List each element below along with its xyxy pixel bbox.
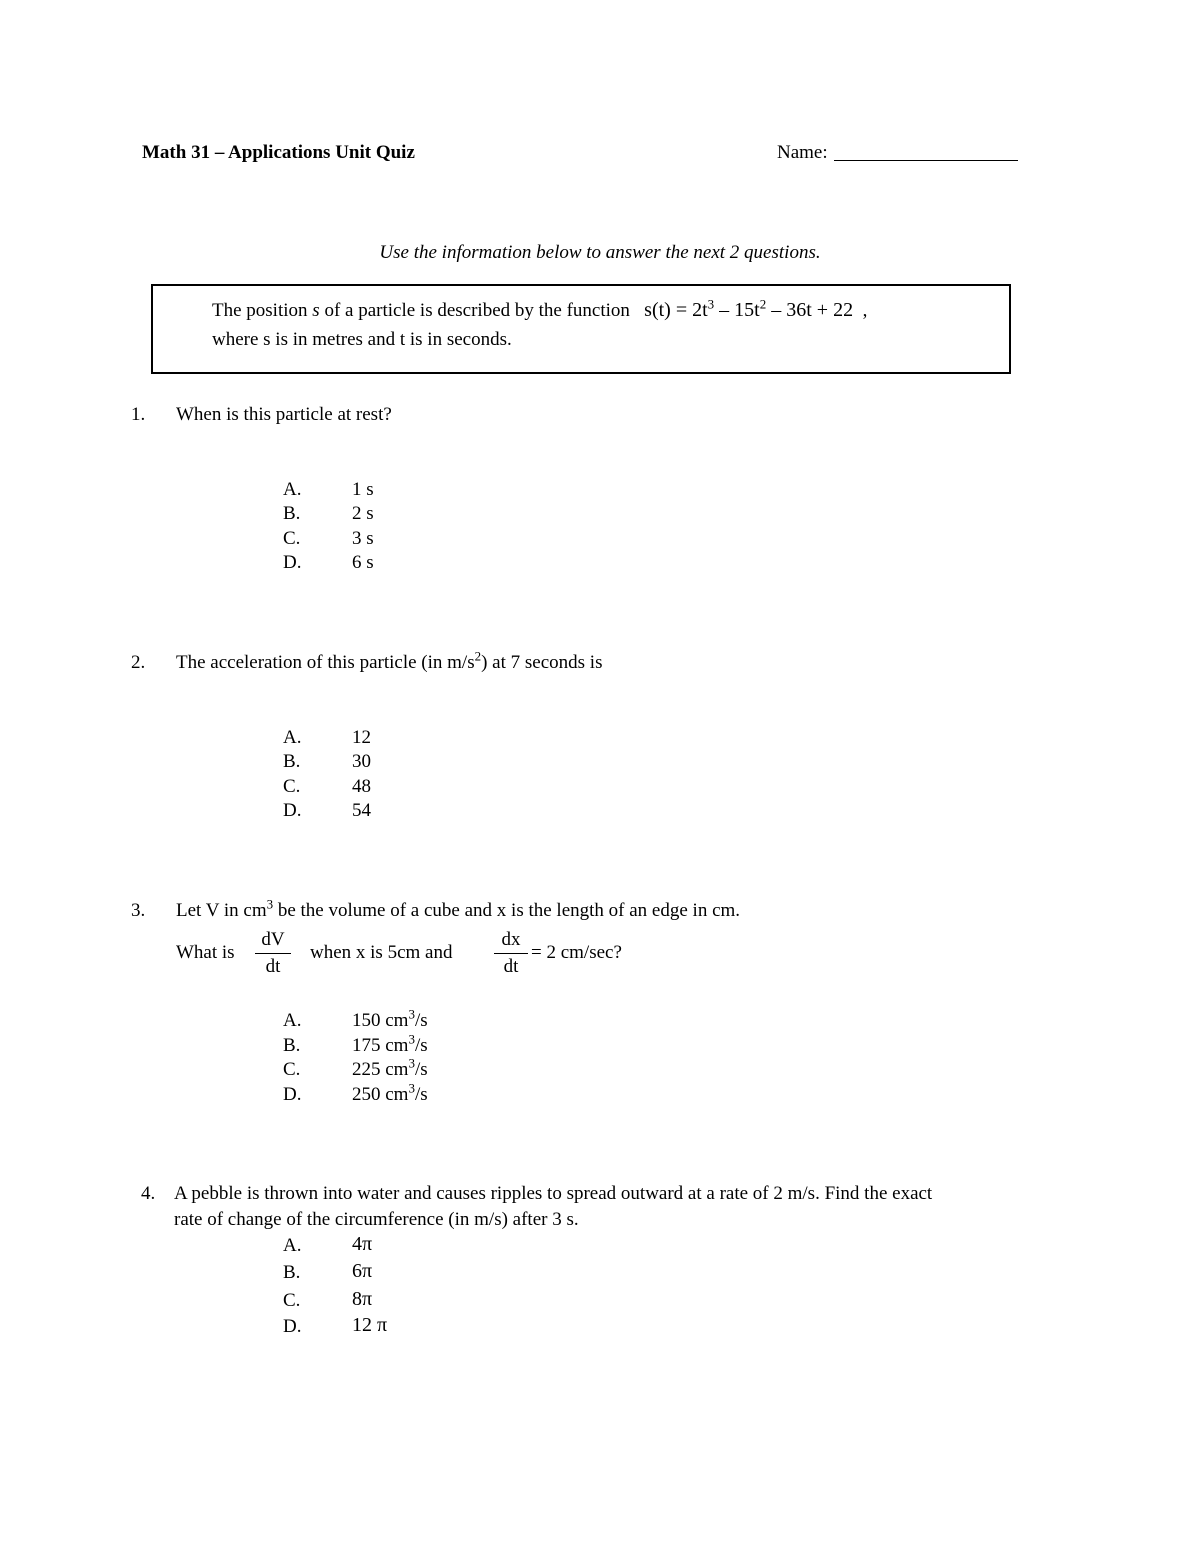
question-1-number: 1. — [131, 404, 146, 425]
q3-option-letter: B. — [283, 1035, 301, 1056]
q1-option-letter: A. — [283, 479, 302, 500]
q2-option-value: 48 — [352, 776, 371, 797]
q4-option-letter: D. — [283, 1316, 302, 1337]
fraction-dx-dt: dx dt — [494, 929, 528, 978]
info-box-line-1 — [212, 296, 868, 322]
q3-option-letter: C. — [283, 1059, 301, 1080]
quiz-title: Math 31 – Applications Unit Quiz — [142, 142, 415, 163]
q1-option-letter: D. — [283, 552, 302, 573]
q1-option-value: 1 s — [352, 479, 374, 500]
q1-option-value: 6 s — [352, 552, 374, 573]
question-4-text-line-2: rate of change of the circumference (in m/s) after 3 s. — [174, 1209, 579, 1230]
q3-option-letter: A. — [283, 1010, 302, 1031]
q4-option-value: 6π — [352, 1260, 373, 1282]
q4-option-letter: B. — [283, 1262, 301, 1283]
q4-option-value: 8π — [352, 1288, 373, 1310]
q2-option-value: 30 — [352, 751, 371, 772]
q4-option-value: 4π — [352, 1233, 373, 1255]
name-blank-line — [834, 160, 1018, 161]
question-2-text: The acceleration of this particle (in $m/s^2$) at 7 seconds is — [176, 648, 603, 673]
q2-option-letter: B. — [283, 751, 301, 772]
question-3-what-is: What is — [176, 942, 235, 963]
question-3-rate-text: = 2 cm/sec? — [531, 942, 622, 963]
q2-option-letter: C. — [283, 776, 301, 797]
q1-option-value: 2 s — [352, 503, 374, 524]
q2-option-letter: D. — [283, 800, 302, 821]
instruction-text: Use the information below to answer the next 2 questions. — [379, 242, 821, 263]
q2-option-value: 54 — [352, 800, 371, 821]
q1-option-letter: B. — [283, 503, 301, 524]
info-text: of a particle is described by the function — [324, 300, 630, 321]
question-1-text: When is this particle at rest? — [176, 404, 392, 425]
info-text: The position — [212, 300, 308, 321]
position-function: $s(t) = 2t^3 - 15t^2 - 36t + 22$ — [644, 296, 854, 321]
info-comma: , — [862, 300, 868, 321]
q1-option-letter: C. — [283, 528, 301, 549]
question-3-when-text: when x is 5cm and — [310, 942, 453, 963]
q3-option-value: 150 $cm^3/s$ — [352, 1006, 428, 1031]
name-label: Name: — [777, 142, 828, 163]
info-variable: s — [312, 300, 320, 321]
q1-option-value: 3 s — [352, 528, 374, 549]
fraction-dv-dt: dV dt — [255, 929, 291, 978]
q2-option-value: 12 — [352, 727, 371, 748]
q4-option-letter: A. — [283, 1235, 302, 1256]
q2-option-letter: A. — [283, 727, 302, 748]
q3-option-value: 225 $cm^3/s$ — [352, 1055, 428, 1080]
q3-option-value: 175 $cm^3/s$ — [352, 1031, 428, 1056]
q4-option-letter: C. — [283, 1290, 301, 1311]
question-4-text-line-1: A pebble is thrown into water and causes ripples to spread outward at a rate of 2 m/s. Find the exact — [174, 1183, 933, 1204]
question-4-number: 4. — [141, 1183, 156, 1204]
info-box-line-2: where s is in metres and t is in seconds. — [212, 329, 512, 350]
q3-option-value: 250 $cm^3/s$ — [352, 1080, 428, 1105]
q3-option-letter: D. — [283, 1084, 302, 1105]
question-3-number: 3. — [131, 900, 146, 921]
question-2-number: 2. — [131, 652, 146, 673]
question-3-text: Let V in $cm^3$ be the volume of a cube and x is the length of an edge in cm. — [176, 896, 741, 921]
q4-option-value: 12 π — [352, 1314, 388, 1336]
